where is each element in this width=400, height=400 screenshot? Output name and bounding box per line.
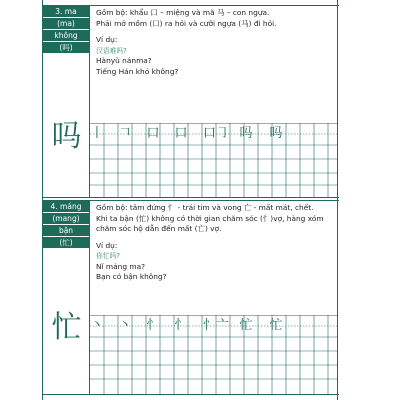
stroke-step: 口 — [146, 126, 160, 141]
example-chinese: 汉语难吗? — [96, 46, 127, 55]
stroke-step: 吗 — [239, 126, 253, 141]
vocabulary-page — [42, 0, 338, 400]
entry-big-character: 忙 — [51, 310, 82, 345]
stroke-step: 忙 — [269, 318, 283, 333]
entry-number-label: 3. ma — [43, 6, 89, 18]
entry-meaning-label: bận — [43, 225, 89, 237]
stroke-step: 丨 — [90, 126, 104, 141]
stroke-step: 忄亠 — [202, 318, 229, 333]
stroke-step: 忄 — [174, 318, 188, 333]
stroke-step: 口 — [174, 126, 188, 141]
example-label: Ví dụ: — [96, 240, 118, 250]
entry-pinyin-label: (mang) — [43, 213, 89, 225]
entry-meaning-label: không — [43, 30, 89, 42]
entry-number-label: 4. máng — [43, 201, 89, 213]
stroke-step: 𠃍 — [118, 126, 132, 141]
practice-grid — [90, 123, 338, 198]
stroke-step: 忄 — [146, 318, 160, 333]
entry-pinyin-label: (ma) — [43, 18, 89, 30]
entry-char-label: (吗) — [43, 42, 89, 54]
example-line: Tiếng Hán khó không? — [96, 66, 179, 76]
entry-char-label: (忙) — [43, 237, 89, 249]
entry-description — [96, 8, 336, 77]
stroke-step: 吗 — [269, 126, 283, 141]
entry-big-character: 吗 — [51, 119, 82, 154]
stroke-step: 丶 — [118, 318, 132, 333]
entry-description — [96, 203, 336, 283]
stroke-step: 丶 — [90, 318, 104, 333]
description-line: Khi ta bận (忙) không có thời gian chăm sóc (忄)vợ, hàng xóm — [96, 213, 324, 223]
example-line: Bạn có bận không? — [96, 272, 167, 281]
description-line: Gồm bộ: khẩu 口 – miệng và mã 马 – con ngựa. — [96, 8, 270, 17]
entry-side-panel — [43, 6, 90, 197]
description-line: Phải mở mồm (口) ra hỏi và cưỡi ngựa (马) đi hỏi. — [96, 18, 277, 28]
stroke-step: 忙 — [239, 318, 253, 333]
example-line: Hànyǔ nánma? — [96, 56, 152, 65]
stroke-step: 口㇆ — [202, 126, 229, 141]
example-line: Nǐ máng ma? — [96, 261, 146, 271]
entry-side-panel — [43, 201, 90, 394]
vocab-entry-mang — [43, 200, 339, 395]
vocab-entry-ma — [43, 5, 339, 198]
practice-grid — [90, 315, 338, 395]
example-label: Ví dụ: — [96, 35, 118, 44]
description-line: Gồm bộ: tâm đứng 忄 - trái tim và vong 亡 - mất mát, chết. — [96, 203, 314, 212]
example-chinese: 你忙吗? — [96, 252, 120, 260]
description-line: chăm sóc hộ dẫn đến mất (亡) vợ. — [96, 224, 222, 233]
